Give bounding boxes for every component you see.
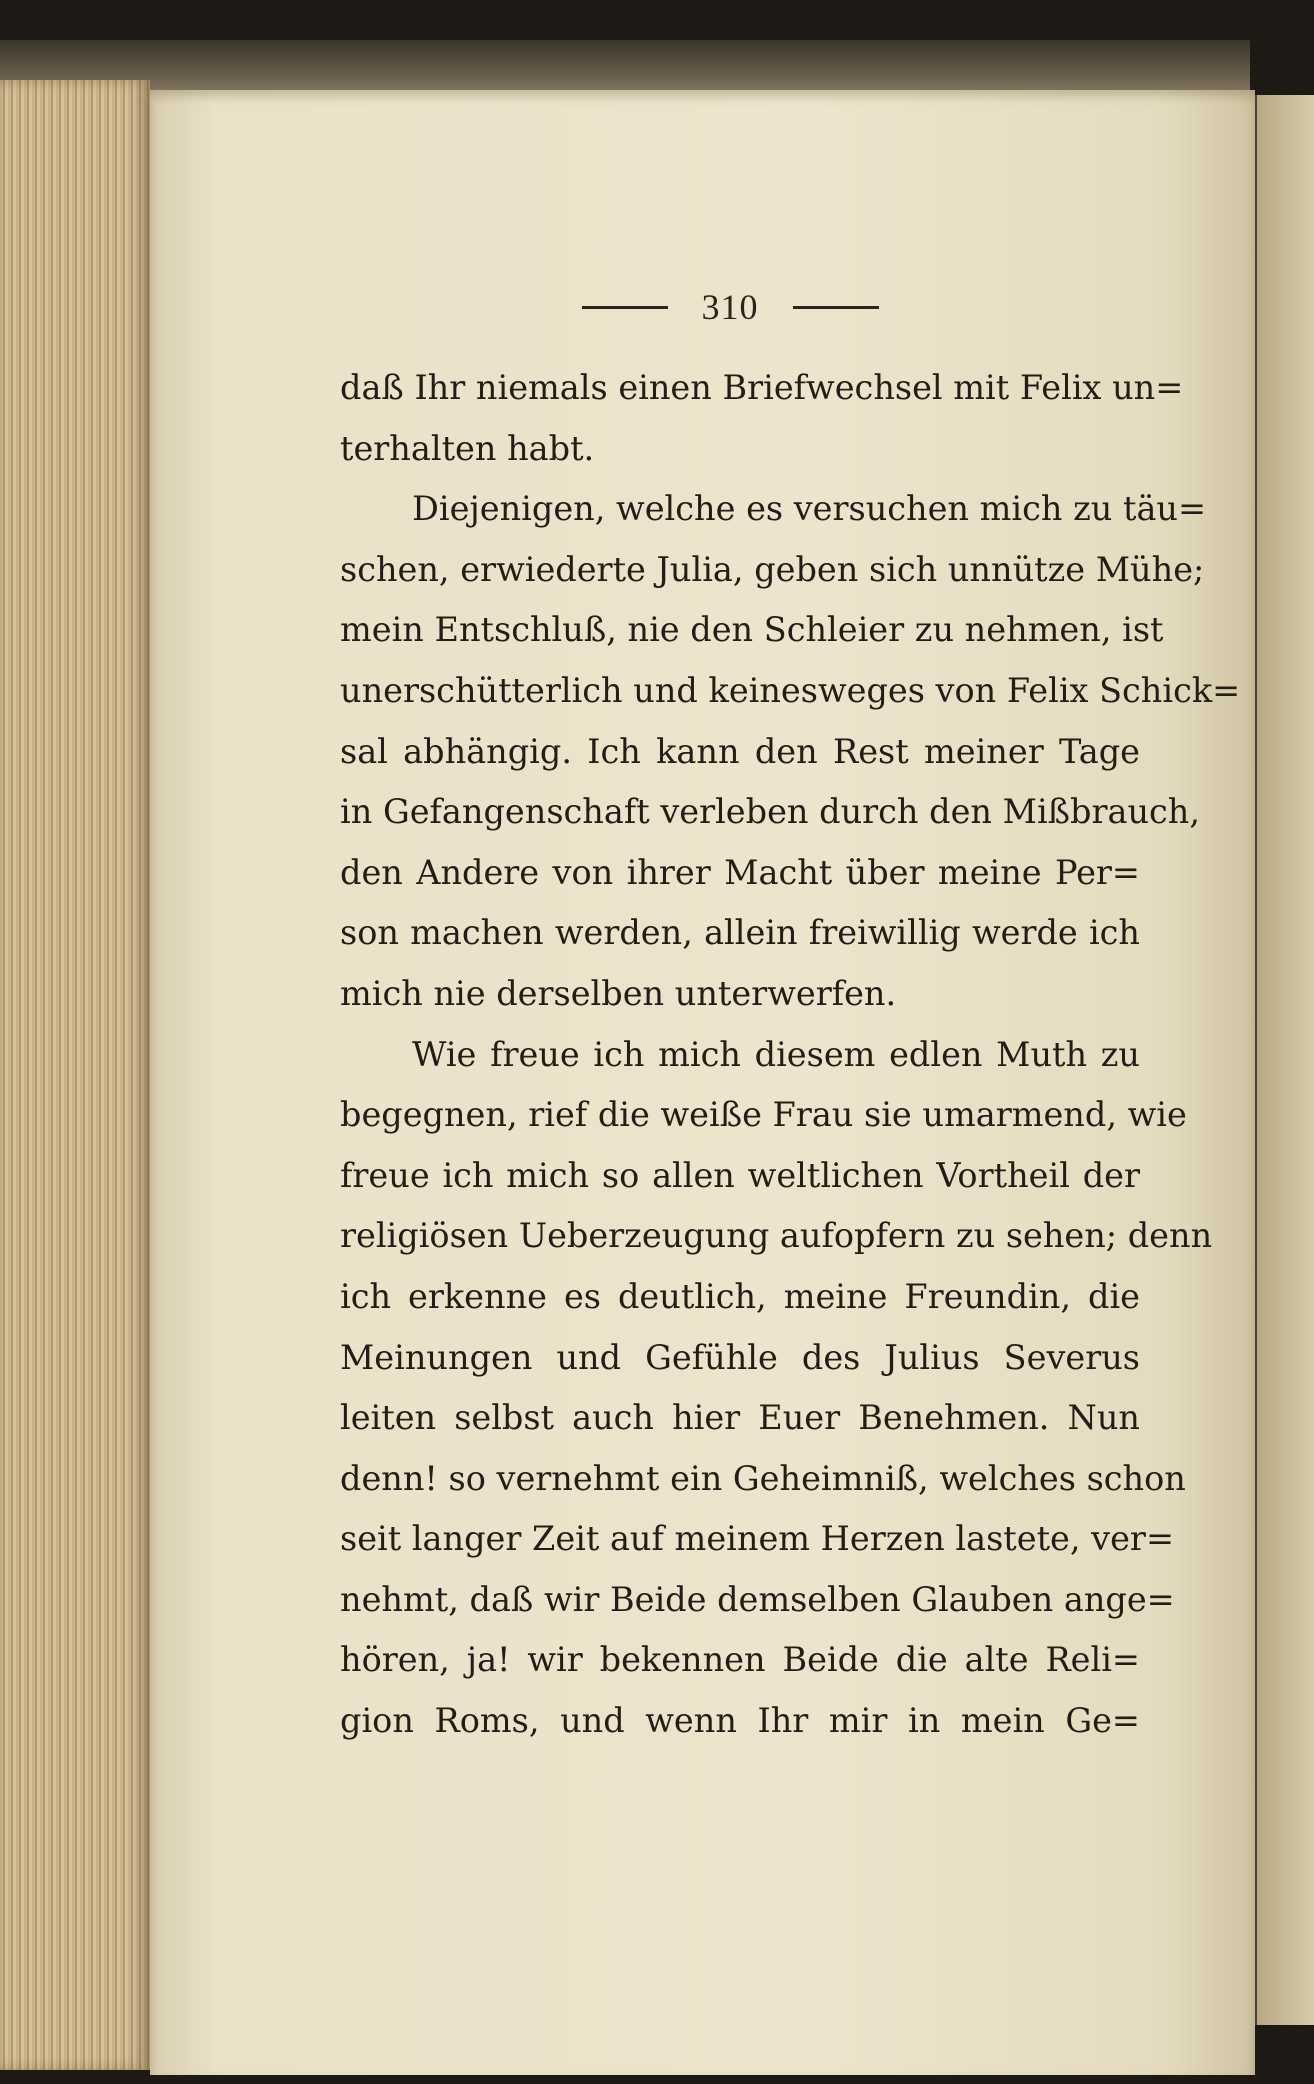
text-line: mein Entschluß, nie den Schleier zu nehmen, ist [340,610,1164,650]
text-line: gion Roms, und wenn Ihr mir in mein Ge= [340,1701,1140,1741]
text-line: Meinungen und Gefühle des Julius Severus [340,1337,1140,1377]
page-header [560,282,900,332]
text-line: begegnen, rief die weiße Frau sie umarmend, wie [340,1095,1187,1135]
header-rule-right [793,306,879,309]
text-line: Diejenigen, welche es versuchen mich zu täu= [412,489,1207,529]
text-line: leiten selbst auch hier Euer Benehmen. Nun [340,1398,1140,1438]
text-line: terhalten habt. [340,428,595,468]
text-line: hören, ja! wir bekennen Beide die alte Reli= [340,1640,1140,1680]
text-line: schen, erwiederte Julia, geben sich unnütze Mühe; [340,549,1205,589]
header-rule-left [582,306,668,309]
text-line: in Gefangenschaft verleben durch den Mißbrauch, [340,792,1201,832]
text-line: daß Ihr niemals einen Briefwechsel mit Felix un= [340,368,1184,407]
page-stack-edge [0,80,150,2070]
text-line: denn! so vernehmt ein Geheimniß, welches schon [340,1458,1186,1498]
text-line: nehmt, daß wir Beide demselben Glauben ange= [340,1579,1175,1619]
text-line: unerschütterlich und keinesweges von Felix Schick= [340,670,1241,710]
text-line: son machen werden, allein freiwillig werde ich [340,913,1140,953]
text-line: Wie freue ich mich diesem edlen Muth zu [412,1034,1140,1074]
text-line: sal abhängig. Ich kann den Rest meiner Tage [340,731,1140,771]
text-line: ich erkenne es deutlich, meine Freundin, die [340,1276,1140,1316]
text-line: religiösen Ueberzeugung aufopfern zu sehen; denn [340,1216,1213,1256]
facing-page-edge [1255,95,1314,2025]
text-line: den Andere von ihrer Macht über meine Per= [340,852,1140,892]
text-line: mich nie derselben unterwerfen. [340,973,897,1013]
page-number: 310 [701,287,759,327]
text-line: freue ich mich so allen weltlichen Vortheil der [340,1155,1140,1195]
body-text [340,358,1241,1752]
text-line: seit langer Zeit auf meinem Herzen lastete, ver= [340,1519,1175,1559]
